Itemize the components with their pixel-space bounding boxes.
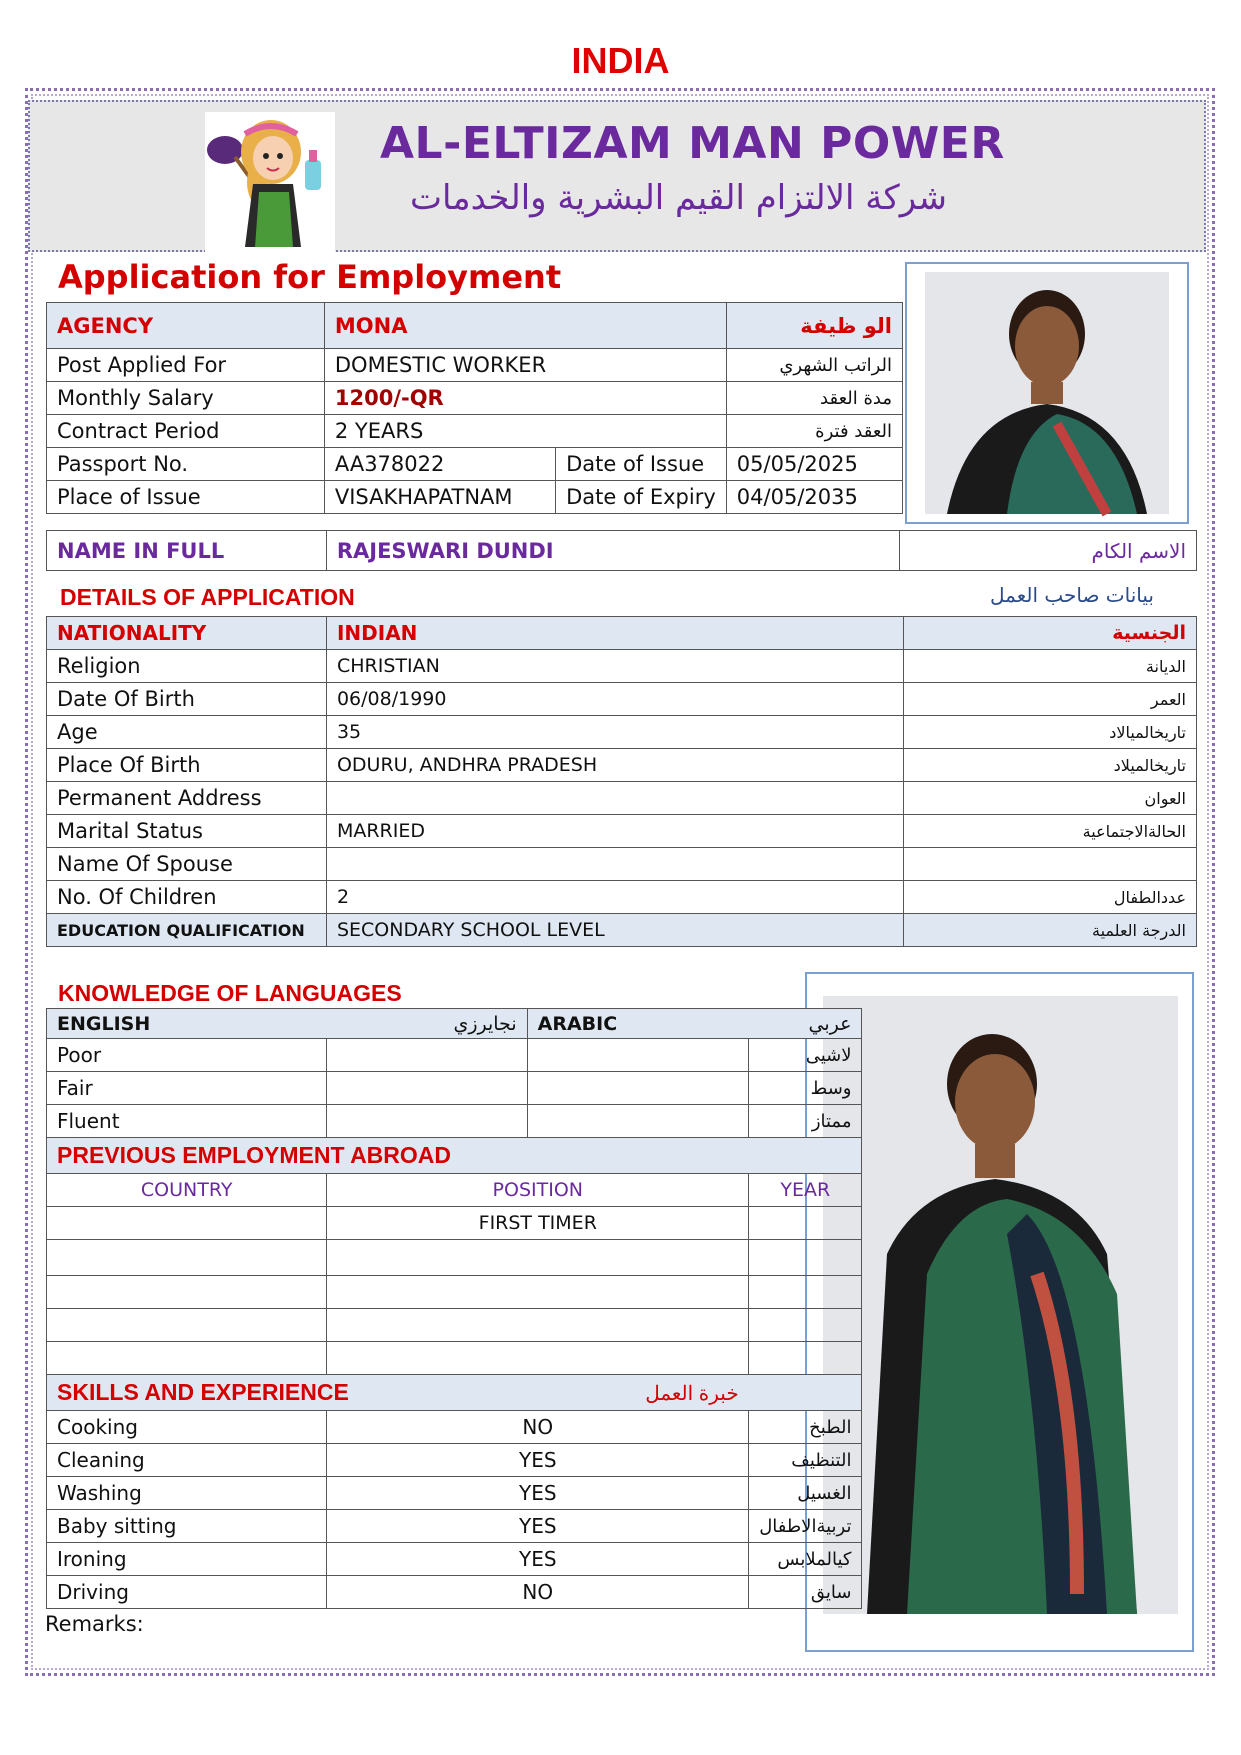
lang-fluent-label: Fluent bbox=[47, 1105, 327, 1138]
spouse-label: Name Of Spouse bbox=[47, 848, 327, 881]
skill-cooking-value: NO bbox=[327, 1411, 749, 1444]
skill-washing-label: Washing bbox=[47, 1477, 327, 1510]
table-row bbox=[47, 1510, 862, 1543]
table-row bbox=[47, 1105, 862, 1138]
place-issue-label: Place of Issue bbox=[47, 481, 325, 514]
lang-fluent-ar: ممتاز bbox=[749, 1105, 862, 1138]
remarks-label: Remarks: bbox=[45, 1612, 144, 1636]
issue-date-label: Date of Issue bbox=[556, 448, 727, 481]
pob-label: Place Of Birth bbox=[47, 749, 327, 782]
salary-label: Monthly Salary bbox=[47, 382, 325, 415]
education-label: EDUCATION QUALIFICATION bbox=[47, 914, 327, 947]
nationality-value: INDIAN bbox=[326, 617, 903, 650]
english-fluent-cell bbox=[327, 1105, 527, 1138]
marital-ar: الحالةالاجتماعية bbox=[904, 815, 1197, 848]
skill-washing-value: YES bbox=[327, 1477, 749, 1510]
skills-title-ar: خبرة العمل bbox=[645, 1383, 739, 1405]
marital-label: Marital Status bbox=[47, 815, 327, 848]
age-value: 35 bbox=[326, 716, 903, 749]
skill-babysitting-ar: تربيةالاطفال bbox=[749, 1510, 862, 1543]
passport-label: Passport No. bbox=[47, 448, 325, 481]
nationality-label: NATIONALITY bbox=[47, 617, 327, 650]
place-issue-value: VISAKHAPATNAM bbox=[324, 481, 555, 514]
name-ar: الاسم الكام bbox=[900, 531, 1197, 571]
prev-country-cell bbox=[47, 1207, 327, 1240]
children-value: 2 bbox=[326, 881, 903, 914]
skill-cooking-label: Cooking bbox=[47, 1411, 327, 1444]
english-poor-cell bbox=[327, 1039, 527, 1072]
salary-value: 1200/-QR bbox=[324, 382, 726, 415]
skill-driving-value: NO bbox=[327, 1576, 749, 1609]
table-row bbox=[47, 815, 1197, 848]
skill-driving-ar: سايق bbox=[749, 1576, 862, 1609]
table-row bbox=[47, 1411, 862, 1444]
post-label: Post Applied For bbox=[47, 349, 325, 382]
religion-ar: الديانة bbox=[904, 650, 1197, 683]
table-row bbox=[47, 1207, 862, 1240]
table-row bbox=[47, 481, 903, 514]
dob-ar: العمر bbox=[904, 683, 1197, 716]
skill-ironing-value: YES bbox=[327, 1543, 749, 1576]
applicant-portrait-photo bbox=[905, 262, 1189, 524]
col-country: COUNTRY bbox=[47, 1174, 327, 1207]
post-value: DOMESTIC WORKER bbox=[324, 349, 726, 382]
agency-ar: الو ظيفة bbox=[726, 303, 902, 349]
issue-date-value: 05/05/2025 bbox=[726, 448, 902, 481]
skill-cleaning-label: Cleaning bbox=[47, 1444, 327, 1477]
country-title: INDIA bbox=[571, 40, 670, 81]
english-label: ENGLISH bbox=[47, 1009, 327, 1039]
skill-ironing-label: Ironing bbox=[47, 1543, 327, 1576]
table-row bbox=[47, 448, 903, 481]
table-row bbox=[47, 1342, 862, 1375]
religion-label: Religion bbox=[47, 650, 327, 683]
skill-cleaning-ar: التنظيف bbox=[749, 1444, 862, 1477]
table-row bbox=[47, 1543, 862, 1576]
skill-babysitting-value: YES bbox=[327, 1510, 749, 1543]
arabic-fair-cell bbox=[527, 1072, 749, 1105]
expiry-date-label: Date of Expiry bbox=[556, 481, 727, 514]
table-row bbox=[47, 1477, 862, 1510]
post-ar: الراتب الشهري bbox=[726, 349, 902, 382]
table-row bbox=[47, 749, 1197, 782]
pob-value: ODURU, ANDHRA PRADESH bbox=[326, 749, 903, 782]
table-row bbox=[47, 1039, 862, 1072]
arabic-fluent-cell bbox=[527, 1105, 749, 1138]
agency-value: MONA bbox=[324, 303, 726, 349]
details-table bbox=[46, 616, 1197, 947]
table-row bbox=[47, 415, 903, 448]
salary-ar: مدة العقد bbox=[726, 382, 902, 415]
table-row bbox=[47, 382, 903, 415]
table-row bbox=[47, 716, 1197, 749]
expiry-date-value: 04/05/2035 bbox=[726, 481, 902, 514]
passport-value: AA378022 bbox=[324, 448, 555, 481]
company-name-ar: شركة الالتزام القيم البشرية والخدمات bbox=[410, 178, 947, 218]
address-ar: العوان bbox=[904, 782, 1197, 815]
lang-fair-ar: وسط bbox=[749, 1072, 862, 1105]
table-row bbox=[47, 1309, 862, 1342]
age-label: Age bbox=[47, 716, 327, 749]
top-info-table bbox=[46, 302, 903, 514]
table-row bbox=[47, 782, 1197, 815]
address-label: Permanent Address bbox=[47, 782, 327, 815]
arabic-poor-cell bbox=[527, 1039, 749, 1072]
children-label: No. Of Children bbox=[47, 881, 327, 914]
lang-poor-ar: لاشيى bbox=[749, 1039, 862, 1072]
religion-value: CHRISTIAN bbox=[326, 650, 903, 683]
prev-year-cell bbox=[749, 1207, 862, 1240]
skill-driving-label: Driving bbox=[47, 1576, 327, 1609]
table-row bbox=[47, 1576, 862, 1609]
skill-washing-ar: الغسيل bbox=[749, 1477, 862, 1510]
maid-cartoon-icon bbox=[205, 112, 335, 252]
lang-poor-label: Poor bbox=[47, 1039, 327, 1072]
name-table bbox=[46, 530, 1197, 571]
agency-label: AGENCY bbox=[47, 303, 325, 349]
pob-ar: تاريخالميلاد bbox=[904, 749, 1197, 782]
col-position: POSITION bbox=[327, 1174, 749, 1207]
languages-table bbox=[46, 1008, 862, 1609]
table-row bbox=[47, 1444, 862, 1477]
contract-ar: العقد فترة bbox=[726, 415, 902, 448]
skill-cleaning-value: YES bbox=[327, 1444, 749, 1477]
prev-position-cell: FIRST TIMER bbox=[327, 1207, 749, 1240]
details-title: DETAILS OF APPLICATION bbox=[60, 584, 355, 610]
form-title: Application for Employment bbox=[58, 258, 562, 296]
english-fair-cell bbox=[327, 1072, 527, 1105]
details-title-ar: بيانات صاحب العمل bbox=[990, 583, 1154, 607]
previous-title: PREVIOUS EMPLOYMENT ABROAD bbox=[47, 1138, 862, 1174]
address-value bbox=[326, 782, 903, 815]
skill-babysitting-label: Baby sitting bbox=[47, 1510, 327, 1543]
table-row bbox=[47, 349, 903, 382]
contract-label: Contract Period bbox=[47, 415, 325, 448]
table-row bbox=[47, 1240, 862, 1276]
contract-value: 2 YEARS bbox=[324, 415, 726, 448]
arabic-ar: عربي bbox=[749, 1009, 862, 1039]
table-row bbox=[47, 881, 1197, 914]
nationality-ar: الجنسية bbox=[904, 617, 1197, 650]
children-ar: عددالطفال bbox=[904, 881, 1197, 914]
languages-title: KNOWLEDGE OF LANGUAGES bbox=[58, 980, 402, 1006]
dob-label: Date Of Birth bbox=[47, 683, 327, 716]
skills-title bbox=[47, 1375, 749, 1411]
table-row bbox=[47, 1072, 862, 1105]
table-row bbox=[47, 1276, 862, 1309]
spouse-ar bbox=[904, 848, 1197, 881]
skill-cooking-ar: الطبخ bbox=[749, 1411, 862, 1444]
table-row bbox=[47, 683, 1197, 716]
marital-value: MARRIED bbox=[326, 815, 903, 848]
name-value: RAJESWARI DUNDI bbox=[326, 531, 899, 571]
skill-ironing-ar: كيالملابس bbox=[749, 1543, 862, 1576]
name-label: NAME IN FULL bbox=[47, 531, 327, 571]
skills-title-en: SKILLS AND EXPERIENCE bbox=[57, 1379, 349, 1405]
spouse-value bbox=[326, 848, 903, 881]
education-value: SECONDARY SCHOOL LEVEL bbox=[326, 914, 903, 947]
lang-fair-label: Fair bbox=[47, 1072, 327, 1105]
english-ar: نجايرزي bbox=[327, 1009, 527, 1039]
arabic-label: ARABIC bbox=[527, 1009, 749, 1039]
education-ar: الدرجة العلمية bbox=[904, 914, 1197, 947]
table-row bbox=[47, 848, 1197, 881]
company-name-en: AL-ELTIZAM MAN POWER bbox=[380, 118, 1005, 169]
age-ar: تاريخالميالاد bbox=[904, 716, 1197, 749]
applicant-fullbody-photo bbox=[805, 972, 1194, 1652]
dob-value: 06/08/1990 bbox=[326, 683, 903, 716]
table-row bbox=[47, 650, 1197, 683]
col-year: YEAR bbox=[749, 1174, 862, 1207]
